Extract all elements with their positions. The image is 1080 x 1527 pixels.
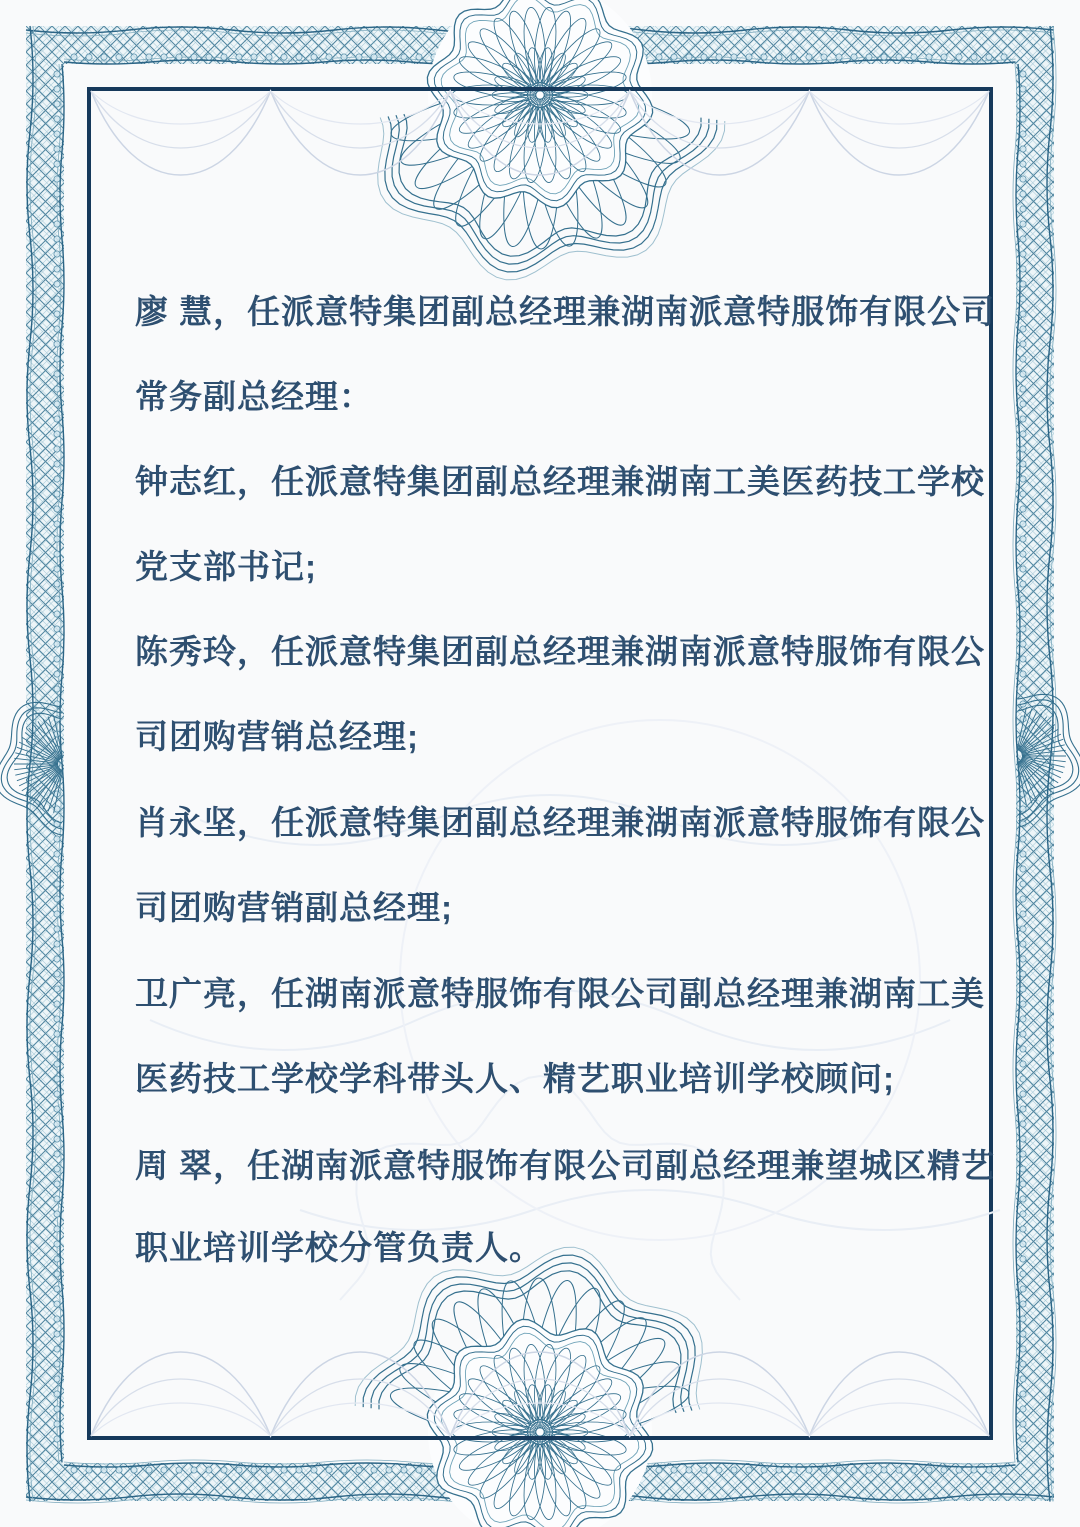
announcement-line: 周 翠，任湖南派意特服饰有限公司副总经理兼望城区精艺: [135, 1147, 996, 1184]
announcement-line: 钟志红，任派意特集团副总经理兼湖南工美医药技工学校: [135, 463, 985, 500]
announcement-line: 卫广亮，任湖南派意特服饰有限公司副总经理兼湖南工美: [135, 975, 985, 1012]
announcement-line: 司团购营销总经理;: [135, 718, 419, 755]
announcement-line: 党支部书记;: [135, 548, 317, 585]
announcement-line: 医药技工学校学科带头人、精艺职业培训学校顾问;: [135, 1060, 895, 1097]
announcement-line: 陈秀玲，任派意特集团副总经理兼湖南派意特服饰有限公: [135, 633, 985, 670]
announcement-line: 常务副总经理：: [135, 378, 373, 415]
announcement-line: 职业培训学校分管负责人。: [135, 1229, 543, 1266]
announcement-line: 司团购营销副总经理;: [135, 889, 453, 926]
announcement-line: 廖 慧，任派意特集团副总经理兼湖南派意特服饰有限公司: [135, 293, 996, 330]
announcement-line: 肖永坚，任派意特集团副总经理兼湖南派意特服饰有限公: [135, 804, 985, 841]
